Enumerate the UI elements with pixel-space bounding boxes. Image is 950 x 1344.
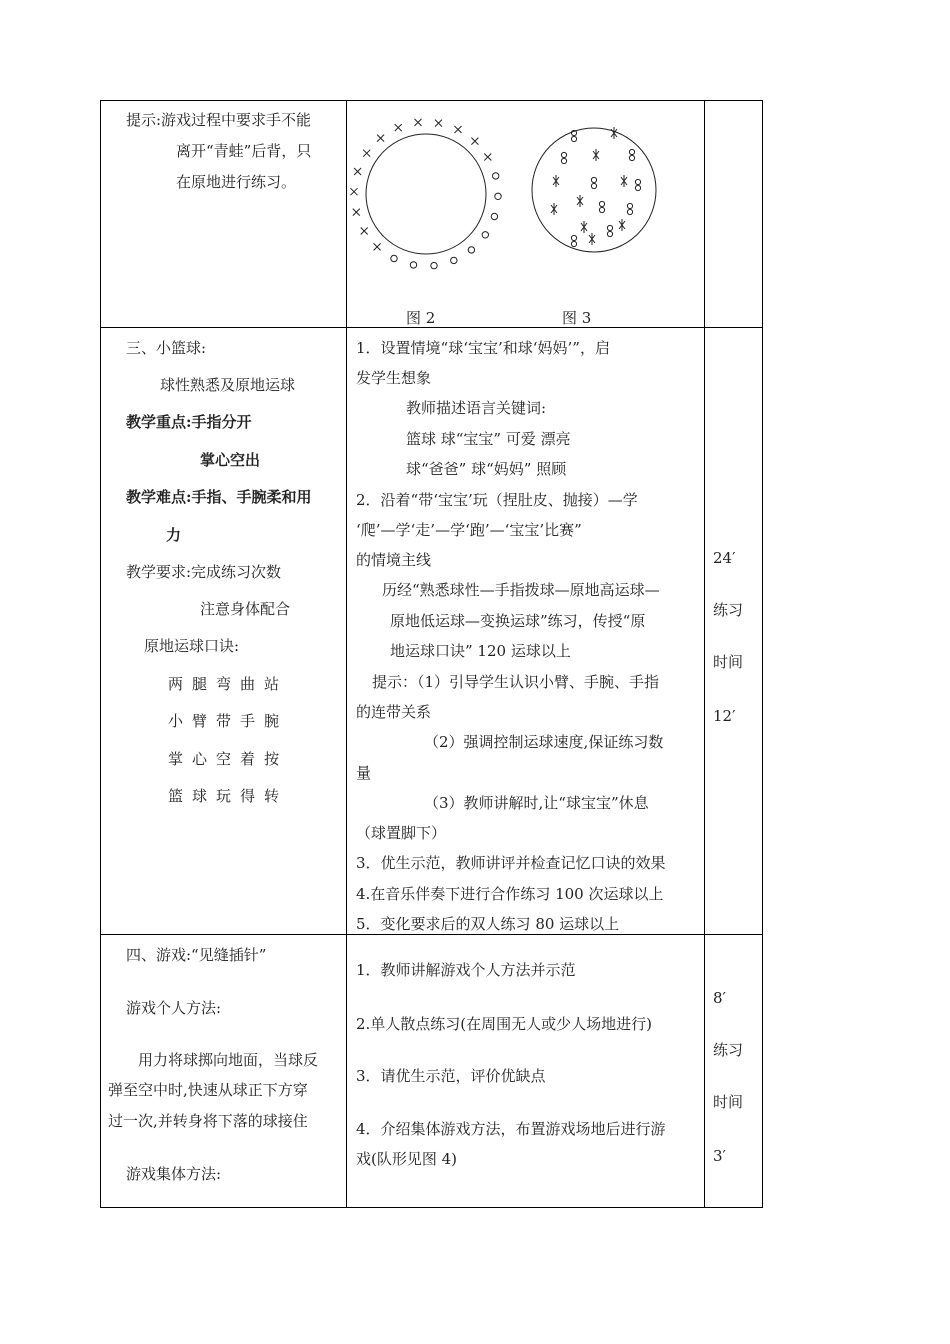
table-border-right [762, 100, 763, 1208]
procedure-line: 量 [356, 764, 372, 782]
ball-mark [493, 173, 499, 179]
game-step: 4．介绍集体游戏方法，布置游戏场地后进行游 [356, 1120, 666, 1138]
figure-2-diagram [351, 119, 502, 269]
fig2-circle [366, 134, 486, 254]
difficulty-line-2: 力 [166, 526, 182, 544]
player-mark [455, 126, 462, 133]
time-label: 时间 [713, 653, 744, 671]
ball-mark [627, 209, 632, 214]
procedure-line: 地运球口诀” 120 运球以上 [390, 642, 571, 660]
player-mark [484, 154, 491, 161]
table-border-left [100, 100, 101, 1208]
player-mark [354, 168, 361, 175]
procedure-line: 发学生想象 [356, 369, 432, 387]
section-3-heading: 三、小篮球: [126, 339, 207, 357]
personal-method-line: 过一次,并转身将下落的球接住 [108, 1112, 308, 1130]
requirements-line-2: 注意身体配合 [200, 600, 291, 618]
procedure-line: 提示：（1）引导学生认识小臂、手腕、手指 [372, 673, 660, 691]
game-step: 1．教师讲解游戏个人方法并示范 [356, 961, 576, 979]
section-3-topic: 球性熟悉及原地运球 [160, 376, 296, 394]
player-mark [551, 203, 557, 215]
ball-mark [451, 257, 457, 263]
key-points-label: 教学重点:手指分开 [126, 413, 252, 431]
requirements-label: 教学要求:完成练习次数 [126, 563, 282, 581]
procedure-line: 1．设置情境“球‘宝宝’和球‘妈妈’”，启 [356, 339, 610, 357]
procedure-line: （3）教师讲解时,让“球宝宝”休息 [424, 794, 649, 812]
procedure-line: 球“爸爸” 球“妈妈” 照顾 [406, 460, 567, 478]
time-label: 练习 [713, 601, 744, 619]
ball-mark [468, 247, 474, 253]
procedure-line: 历经“熟悉球性—手指拨球—原地高运球— [382, 581, 660, 599]
procedure-line: 原地低运球—变换运球”练习，传授“原 [390, 612, 646, 630]
player-mark [377, 135, 384, 142]
ball-mark [495, 193, 501, 199]
player-mark [581, 221, 587, 233]
ball-mark [571, 241, 576, 246]
rhyme-line-4: 篮球玩得转 [168, 787, 289, 805]
player-mark [589, 233, 595, 245]
ball-mark [635, 179, 640, 184]
ball-mark [629, 149, 634, 154]
group-method-title: 游戏集体方法: [126, 1165, 222, 1183]
game-step: 3．请优生示范，评价优缺点 [356, 1067, 546, 1085]
procedure-line: （球置脚下） [356, 824, 447, 842]
figure-3-label: 图 3 [562, 309, 592, 327]
ball-mark [607, 231, 612, 236]
player-mark [593, 149, 599, 161]
row-divider-2 [100, 934, 762, 935]
player-mark [553, 175, 559, 187]
player-mark [351, 188, 358, 195]
procedure-line: 5．变化要求后的双人练习 80 运球以上 [356, 915, 620, 933]
time-duration: 3′ [713, 1147, 726, 1165]
tip-line-1: 提示:游戏过程中要求手不能 [126, 111, 312, 129]
table-border-top [100, 100, 762, 101]
ball-mark [627, 203, 632, 208]
ball-mark [599, 201, 604, 206]
procedure-line: ‘爬’—学‘走’—学‘跑’—‘宝宝’比赛” [356, 521, 582, 539]
ball-mark [629, 155, 634, 160]
game-step: 戏(队形见图 4) [356, 1150, 458, 1168]
ball-mark [561, 158, 566, 163]
ball-mark [599, 207, 604, 212]
ball-mark [591, 177, 596, 182]
game-step: 2.单人散点练习(在周围无人或少人场地进行) [356, 1015, 653, 1033]
ball-mark [482, 232, 488, 238]
tip-line-2: 离开“青蛙”后背，只 [176, 142, 312, 160]
rhyme-line-2: 小臂带手腕 [168, 712, 289, 730]
time-label: 时间 [713, 1093, 744, 1111]
ball-mark [635, 185, 640, 190]
ball-mark [431, 262, 437, 268]
ball-mark [561, 152, 566, 157]
personal-method-line: 用力将球掷向地面，当球反 [138, 1051, 319, 1069]
procedure-line: （2）强调控制运球速度,保证练习数 [424, 733, 664, 751]
time-duration: 24′ [713, 549, 736, 567]
player-mark [619, 219, 625, 231]
player-mark [471, 138, 478, 145]
procedure-line: 4.在音乐伴奏下进行合作练习 100 次运球以上 [356, 885, 664, 903]
time-label: 练习 [713, 1041, 744, 1059]
ball-mark [491, 213, 497, 219]
procedure-line: 的情境主线 [356, 551, 432, 569]
procedure-line: 篮球 球“宝宝” 可爱 漂亮 [406, 430, 571, 448]
player-mark [374, 243, 381, 250]
key-points-line-2: 掌心空出 [200, 451, 261, 469]
column-divider-1 [346, 100, 347, 1208]
formation-figures [348, 103, 698, 303]
difficulty-label: 教学难点:手指、手腕柔和用 [126, 488, 312, 506]
time-duration: 8′ [713, 989, 726, 1007]
procedure-line: 2．沿着“带‘宝宝’玩（捏肚皮、抛接）—学 [356, 491, 638, 509]
procedure-line: 教师描述语言关键词: [406, 399, 547, 417]
figure-3-diagram [532, 127, 656, 252]
tip-line-3: 在原地进行练习。 [176, 173, 297, 191]
fig3-circle [532, 128, 656, 252]
figure-2-label: 图 2 [406, 309, 436, 327]
column-divider-2 [704, 100, 705, 1208]
player-mark [363, 150, 370, 157]
ball-mark [410, 262, 416, 268]
player-mark [361, 228, 368, 235]
player-mark [577, 195, 583, 207]
player-mark [395, 124, 402, 131]
rhyme-line-1: 两腿弯曲站 [168, 675, 289, 693]
table-border-bottom [100, 1207, 762, 1208]
ball-mark [391, 255, 397, 261]
ball-mark [591, 183, 596, 188]
procedure-line: 3．优生示范，教师讲评并检查记忆口诀的效果 [356, 854, 666, 872]
player-mark [435, 120, 442, 127]
time-duration: 12′ [713, 707, 736, 725]
personal-method-line: 弹至空中时,快速从球正下方穿 [108, 1081, 308, 1099]
procedure-line: 的连带关系 [356, 703, 432, 721]
player-mark [415, 119, 422, 126]
player-mark [621, 175, 627, 187]
player-mark [353, 209, 360, 216]
rhyme-title: 原地运球口诀: [144, 637, 240, 655]
ball-mark [571, 136, 576, 141]
player-mark [611, 127, 617, 139]
personal-method-title: 游戏个人方法: [126, 999, 222, 1017]
section-4-heading: 四、游戏:“见缝插针” [126, 946, 267, 964]
ball-mark [571, 235, 576, 240]
rhyme-line-3: 掌心空着按 [168, 750, 289, 768]
ball-mark [607, 225, 612, 230]
